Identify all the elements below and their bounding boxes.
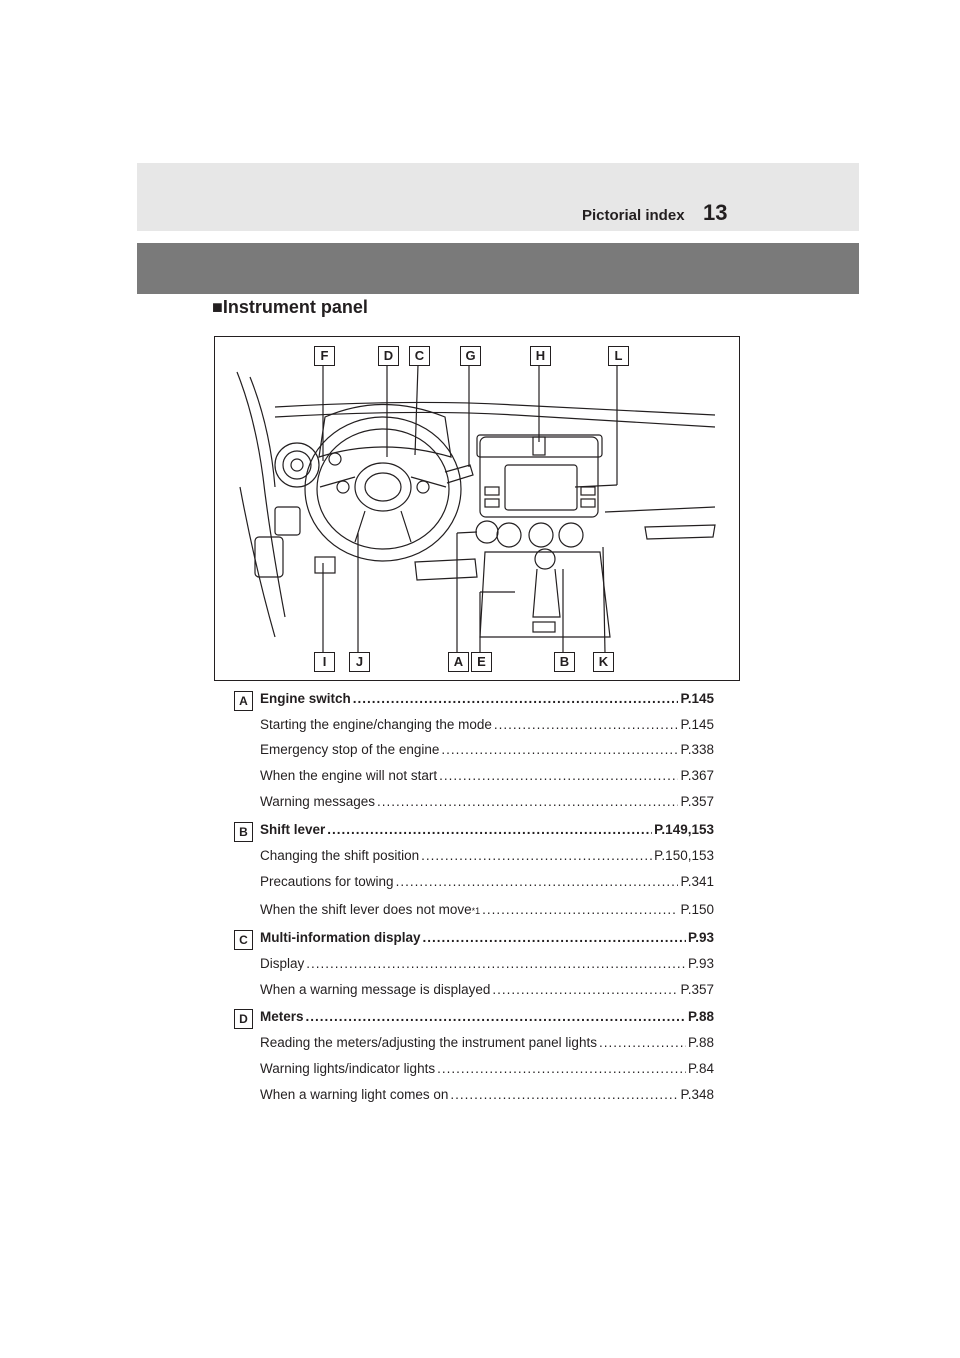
header-band <box>137 163 859 231</box>
entry-sub-text: Reading the meters/adjusting the instrument panel lights <box>260 1035 597 1050</box>
entry-sub <box>260 742 714 762</box>
entry-letter-b: B <box>234 822 253 842</box>
callout-k: K <box>593 652 614 672</box>
entry-sub <box>260 982 714 1002</box>
callout-b: B <box>554 652 575 672</box>
footnote-mark: *1 <box>471 906 481 916</box>
cockpit-drawing <box>215 337 739 680</box>
page-ref[interactable]: P.145 <box>680 691 714 706</box>
entry-sub-text: When the shift lever does not move <box>260 902 472 917</box>
page-ref[interactable]: P.88 <box>687 1009 714 1024</box>
entry-letter-a: A <box>234 691 253 711</box>
page-ref[interactable]: P.84 <box>687 1061 714 1076</box>
entry-sub-text: When a warning light comes on <box>260 1087 449 1102</box>
entry-sub-text: When the engine will not start <box>260 768 438 783</box>
callout-j: J <box>349 652 370 672</box>
page-ref[interactable]: P.338 <box>680 742 714 757</box>
entry-sub <box>260 717 714 737</box>
callout-e: E <box>471 652 492 672</box>
entry-title-text: Multi-information display <box>260 930 421 945</box>
page-ref[interactable]: P.145 <box>680 717 714 732</box>
entry-title <box>260 1009 714 1029</box>
entry-title-text: Engine switch <box>260 691 351 706</box>
entry-title-text: Meters <box>260 1009 304 1024</box>
callout-l: L <box>608 346 629 366</box>
entry-sub <box>260 902 714 922</box>
page-ref[interactable]: P.93 <box>687 956 714 971</box>
entry-sub <box>260 1087 714 1107</box>
page-ref[interactable]: P.88 <box>687 1035 714 1050</box>
entry-sub-text: Warning lights/indicator lights <box>260 1061 436 1076</box>
entry-sub-text: Changing the shift position <box>260 848 420 863</box>
entry-sub-text: Precautions for towing <box>260 874 394 889</box>
page-header-title: Pictorial index <box>582 207 685 224</box>
entry-sub <box>260 956 714 976</box>
page-ref[interactable]: P.150 <box>680 902 714 917</box>
entry-sub-text: Emergency stop of the engine <box>260 742 440 757</box>
callout-g: G <box>460 346 481 366</box>
entry-letter-c: C <box>234 930 253 950</box>
entry-title <box>260 822 714 842</box>
callout-h: H <box>530 346 551 366</box>
callout-c: C <box>409 346 430 366</box>
entry-sub <box>260 794 714 814</box>
entry-sub <box>260 768 714 788</box>
section-title: ■Instrument panel <box>212 297 368 317</box>
page-ref[interactable]: P.348 <box>680 1087 714 1102</box>
page-ref[interactable]: P.93 <box>687 930 714 945</box>
entry-sub-text: Warning messages <box>260 794 376 809</box>
callout-d: D <box>378 346 399 366</box>
entry-title <box>260 691 714 711</box>
page-ref[interactable]: P.367 <box>680 768 714 783</box>
entry-sub <box>260 874 714 894</box>
entry-title-text: Shift lever <box>260 822 326 837</box>
page-number: 13 <box>703 200 728 225</box>
entry-sub-text: Starting the engine/changing the mode <box>260 717 492 732</box>
callout-a: A <box>448 652 469 672</box>
instrument-panel-illustration <box>214 336 740 681</box>
callout-i: I <box>314 652 335 672</box>
entry-sub-text: Display <box>260 956 305 971</box>
entry-title <box>260 930 714 950</box>
page-ref[interactable]: P.150,153 <box>654 848 714 863</box>
header-bar <box>137 243 859 294</box>
entry-letter-d: D <box>234 1009 253 1029</box>
entry-sub <box>260 848 714 868</box>
page-ref[interactable]: P.149,153 <box>654 822 714 837</box>
entry-sub <box>260 1061 714 1081</box>
page-ref[interactable]: P.341 <box>680 874 714 889</box>
page-ref[interactable]: P.357 <box>680 982 714 997</box>
callout-f: F <box>314 346 335 366</box>
entry-sub-text: When a warning message is displayed <box>260 982 491 997</box>
entry-sub <box>260 1035 714 1055</box>
page-ref[interactable]: P.357 <box>680 794 714 809</box>
